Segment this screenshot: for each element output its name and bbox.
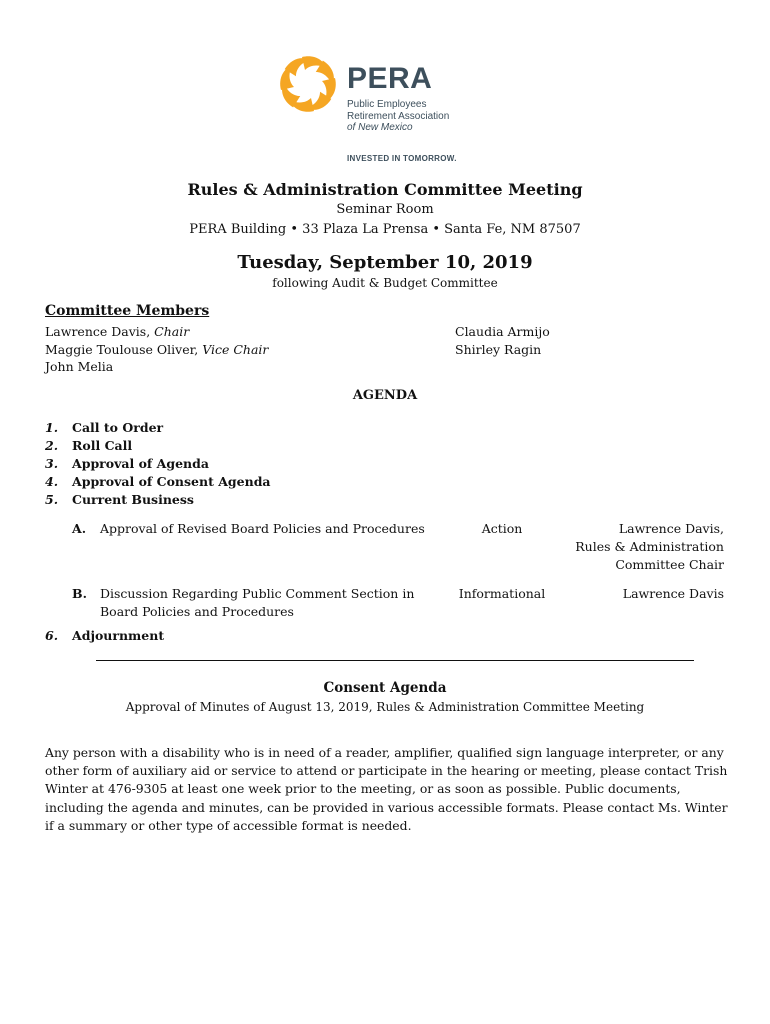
meeting-room: Seminar Room [336,202,434,217]
committee-member: Claudia Armijo [455,324,550,339]
agenda-item-number: 4. [45,474,59,489]
org-subtitle [347,99,449,134]
business-item-presenter: Lawrence Davis, Rules & Administration Committee Chair [575,521,724,572]
meeting-address: PERA Building • 33 Plaza La Prensa • Santa Fe, NM 87507 [189,222,581,237]
committee-member: Lawrence Davis, Chair [45,324,190,339]
divider [96,660,694,661]
committee-member: Shirley Ragin [455,342,542,357]
committee-member: John Melia [45,359,114,374]
committee-member: Maggie Toulouse Oliver, Vice Chair [45,342,269,357]
consent-heading: Consent Agenda [323,680,447,696]
agenda-item: Approval of Agenda [72,456,209,471]
business-item-letter: B. [72,586,87,601]
agenda-item: Current Business [72,492,194,507]
agenda-item-number: 3. [45,456,59,471]
business-item-type: Action [481,521,523,536]
org-subtitle-line: Public Employees [347,99,427,110]
agenda-item-number: 5. [45,492,59,507]
org-name: PERA [347,62,433,95]
agenda-item-number: 2. [45,438,59,453]
agenda-item-number: 6. [45,628,59,643]
business-item-presenter: Lawrence Davis [622,586,724,601]
business-item-type: Informational [458,586,546,601]
business-item-text: Approval of Revised Board Policies and Procedures [100,521,425,536]
meeting-date: Tuesday, September 10, 2019 [237,252,533,273]
agenda-heading: AGENDA [352,388,418,403]
org-subtitle-line: Retirement Association [347,110,450,122]
accessibility-notice: Any person with a disability who is in need of a reader, amplifier, qualified sign language interpreter, or any other form of auxiliary aid or service to attend or participate in the hearing or meeting, please contact Trish Winter at 476-9305 at least one week prior to the meeting, or as soon as possible. Public documents, including the agenda and minutes, can be provided in various accessible formats. Please contact Ms. Winter if a summary or other type of accessible format is needed. [45,745,728,833]
pera-sun-logo-icon [278,54,338,114]
agenda-item: Adjournment [72,628,165,643]
agenda-item-number: 1. [45,420,59,435]
committee-heading: Committee Members [45,303,210,319]
business-item-letter: A. [72,521,87,536]
business-item-text: Discussion Regarding Public Comment Section in Board Policies and Procedures [100,586,415,619]
consent-text: Approval of Minutes of August 13, 2019, Rules & Administration Committee Meeting [125,700,645,714]
agenda-item: Call to Order [72,420,164,435]
meeting-title: Rules & Administration Committee Meeting [187,180,583,199]
tagline: INVESTED IN TOMORROW. [347,154,457,163]
org-subtitle-line: of New Mexico [347,122,413,133]
agenda-item: Approval of Consent Agenda [72,474,271,489]
agenda-item: Roll Call [72,438,133,453]
meeting-note: following Audit & Budget Committee [272,276,498,290]
